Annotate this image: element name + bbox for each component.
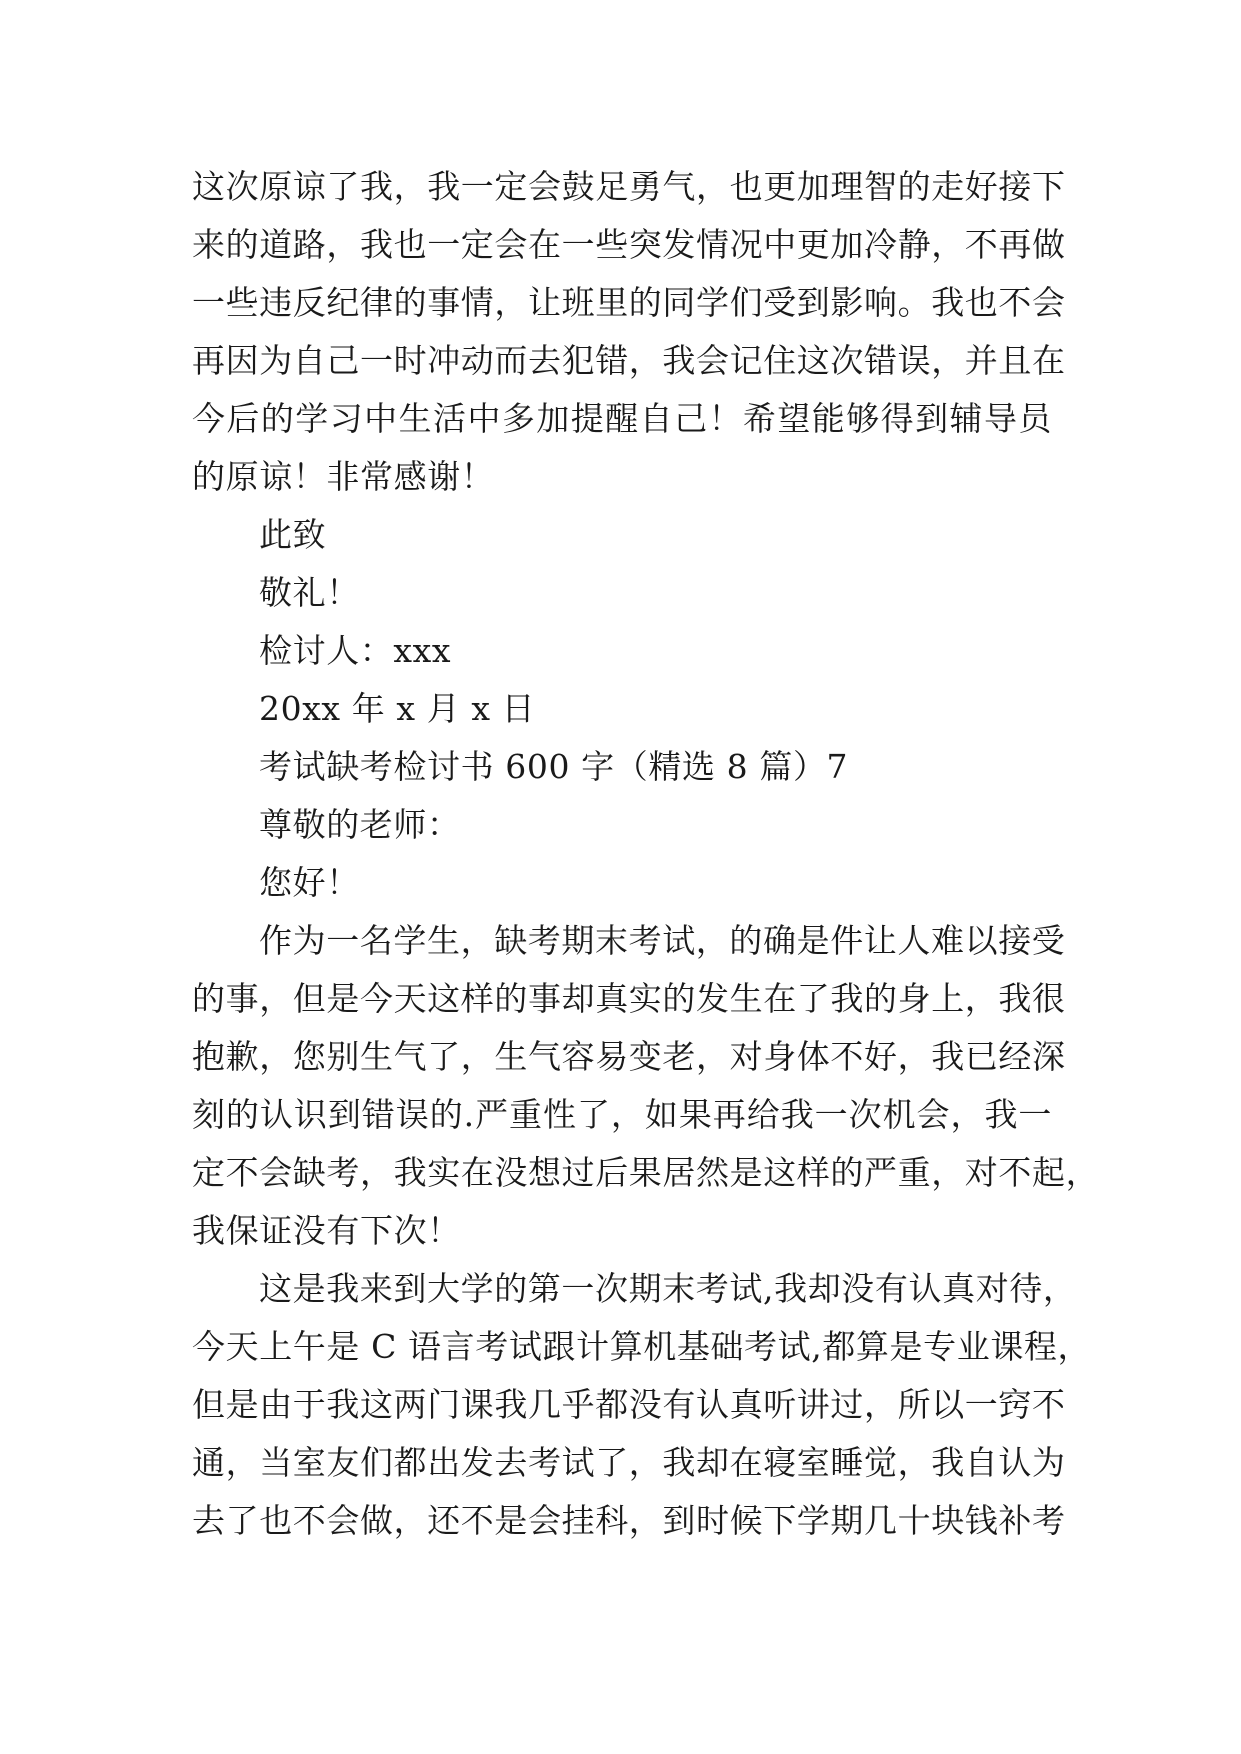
paragraph-line: 作为一名学生，缺考期末考试，的确是件让人难以接受 bbox=[259, 921, 1066, 960]
paragraph-line: 定不会缺考，我实在没想过后果居然是这样的严重，对不起， bbox=[192, 1153, 1100, 1192]
paragraph-line: 再因为自己一时冲动而去犯错，我会记住这次错误，并且在 bbox=[192, 341, 1066, 380]
paragraph-line: 的事，但是今天这样的事却真实的发生在了我的身上，我很 bbox=[192, 979, 1066, 1018]
paragraph-line: 今后的学习中生活中多加提醒自己！希望能够得到辅导员 bbox=[192, 399, 1052, 438]
paragraph-line: 的原谅！非常感谢！ bbox=[192, 457, 495, 496]
paragraph-line: 抱歉，您别生气了，生气容易变老，对身体不好，我已经深 bbox=[192, 1037, 1066, 1076]
section-title: 考试缺考检讨书 600 字（精选 8 篇）7 bbox=[259, 747, 849, 786]
paragraph-line: 今天上午是 C 语言考试跟计算机基础考试,都算是专业课程， bbox=[192, 1327, 1092, 1366]
paragraph-line: 这是我来到大学的第一次期末考试,我却没有认真对待， bbox=[259, 1269, 1077, 1308]
closing-regards: 敬礼！ bbox=[259, 573, 360, 612]
paragraph-line: 我保证没有下次！ bbox=[192, 1211, 461, 1250]
closing-salutation: 此致 bbox=[259, 515, 327, 554]
paragraph-line: 这次原谅了我，我一定会鼓足勇气，也更加理智的走好接下 bbox=[192, 167, 1066, 206]
greeting-line: 尊敬的老师： bbox=[259, 805, 461, 844]
paragraph-line: 去了也不会做，还不是会挂科，到时候下学期几十块钱补考 bbox=[192, 1501, 1066, 1540]
document-page bbox=[192, 158, 1100, 1550]
paragraph-line: 但是由于我这两门课我几乎都没有认真听讲过，所以一窍不 bbox=[192, 1385, 1066, 1424]
signature-line: 检讨人：xxx bbox=[259, 631, 452, 670]
date-line: 20xx 年 x 月 x 日 bbox=[259, 689, 536, 728]
paragraph-line: 一些违反纪律的事情，让班里的同学们受到影响。我也不会 bbox=[192, 283, 1066, 322]
greeting-line: 您好！ bbox=[259, 863, 360, 902]
paragraph-line: 通，当室友们都出发去考试了，我却在寝室睡觉，我自认为 bbox=[192, 1443, 1066, 1482]
paragraph-line: 来的道路，我也一定会在一些突发情况中更加冷静，不再做 bbox=[192, 225, 1066, 264]
paragraph-line: 刻的认识到错误的.严重性了，如果再给我一次机会，我一 bbox=[192, 1095, 1052, 1134]
